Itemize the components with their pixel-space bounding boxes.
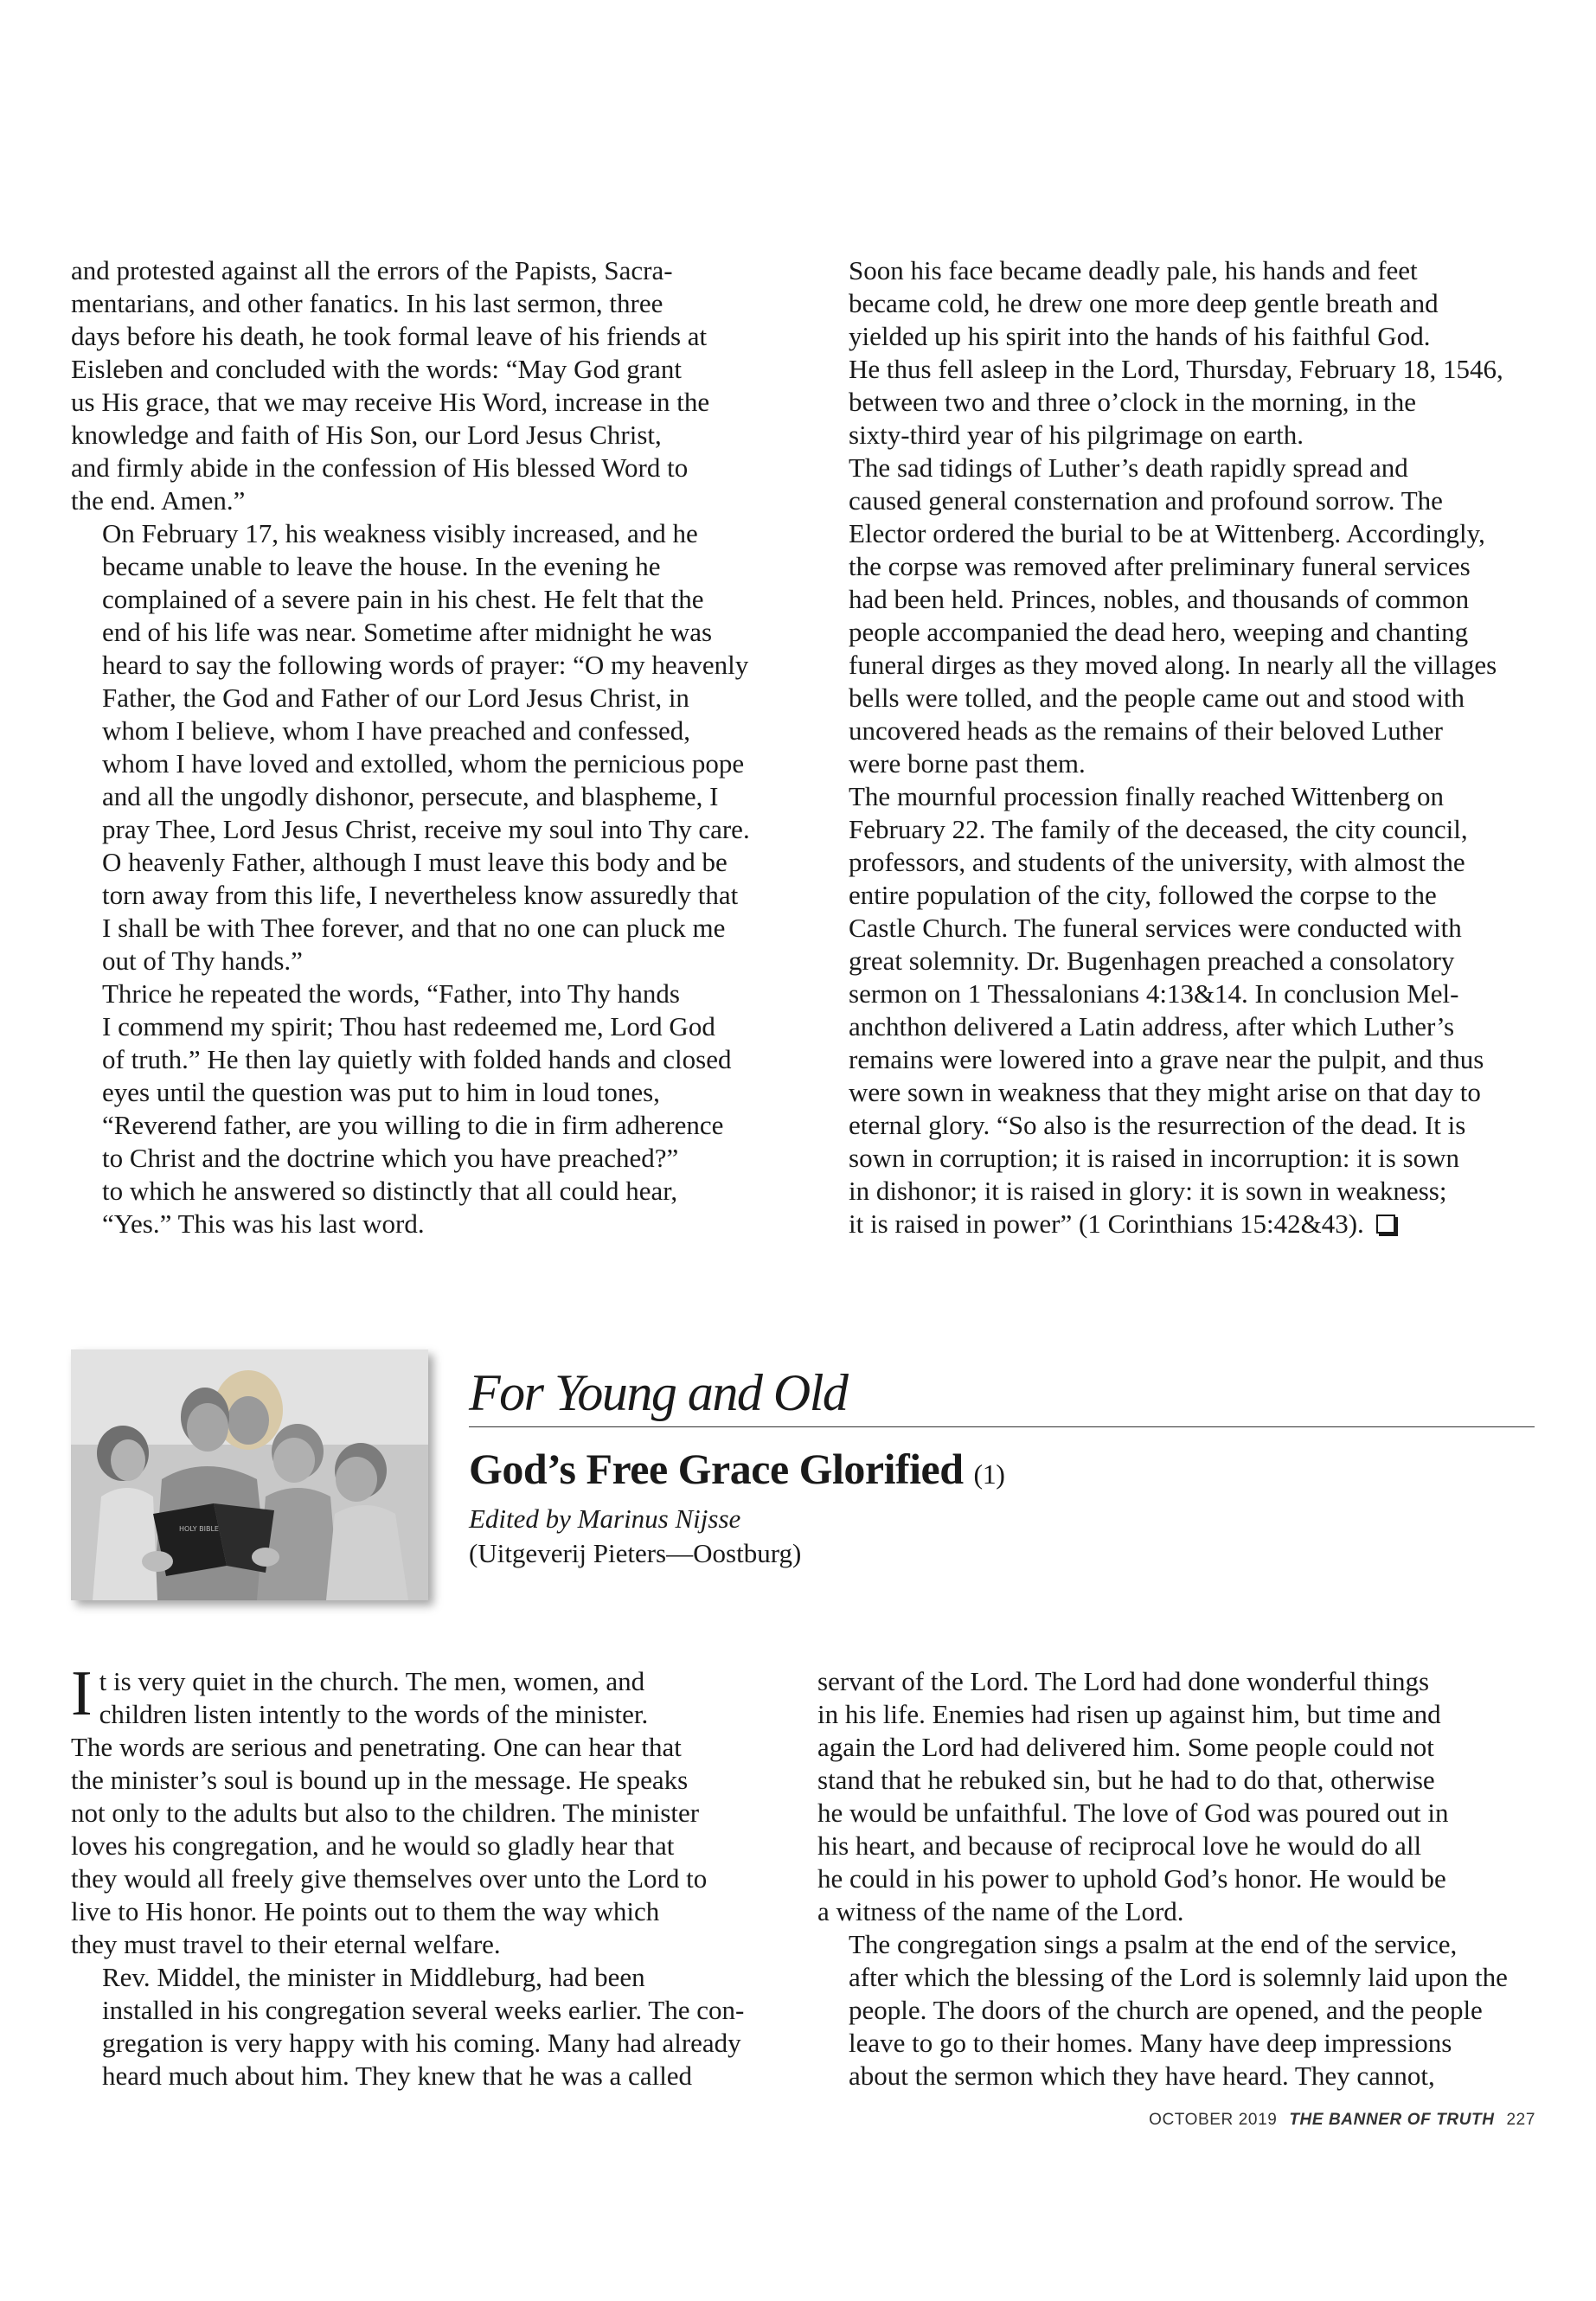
text-line: again the Lord had delivered him. Some people could not [817,1732,1434,1762]
text-line: people accompanied the dead hero, weeping and chanting [849,617,1469,647]
text-line: professors, and students of the university, with almost the [849,847,1465,877]
text-line: Elector ordered the burial to be at Wittenberg. Accordingly, [849,518,1485,548]
text-line: his heart, and because of reciprocal love he would do all [817,1830,1422,1861]
text-line: uncovered heads as the remains of their beloved Luther [849,715,1443,746]
text-line: children listen intently to the words of the minister. [99,1699,649,1729]
text-line: he could in his power to uphold God’s honor. He would be [817,1863,1446,1894]
article-left-body [71,1731,779,2093]
article-right-column [817,1665,1525,2093]
text-line: complained of a severe pain in his chest. He felt that the [102,584,704,614]
text-line: loves his congregation, and he would so gladly hear that [71,1830,675,1861]
text-line: The words are serious and penetrating. One can hear that [71,1732,682,1762]
text-line: about the sermon which they have heard. They cannot, [849,2061,1435,2091]
article-title-text: God’s Free Grace Glorified [469,1445,964,1493]
text-line: out of Thy hands.” [102,945,303,976]
text-line: The sad tidings of Luther’s death rapidly spread and [849,452,1408,483]
text-line: “Reverend father, are you willing to die in firm adherence [102,1110,724,1140]
text-line: people. The doors of the church are opened, and the people [849,1995,1483,2025]
text-line: February 22. The family of the deceased, the city council, [849,814,1468,844]
magazine-name: THE BANNER OF TRUTH [1289,2111,1495,2129]
paragraph [817,780,1525,1240]
article-left-column [71,1658,779,2093]
text-line: eternal glory. “So also is the resurrection of the dead. It is [849,1110,1466,1140]
text-line: mentarians, and other fanatics. In his last sermon, three [71,288,663,318]
text-line: On February 17, his weakness visibly increased, and he [102,518,698,548]
top-left-column [71,254,779,1240]
text-line: I commend my spirit; Thou hast redeemed me, Lord God [102,1011,715,1042]
text-line: O heavenly Father, although I must leave this body and be [102,847,727,877]
text-line: knowledge and faith of His Son, our Lord Jesus Christ, [71,420,662,450]
paragraph [817,1665,1525,1928]
family-bible-photo [71,1349,428,1600]
text-line: the end. Amen.” [71,485,246,516]
paragraph [71,977,779,1240]
text-line: end of his life was near. Sometime after midnight he was [102,617,713,647]
text-line: the minister’s soul is bound up in the message. He speaks [71,1765,689,1795]
paragraph [817,452,1525,780]
text-line: it is raised in power” (1 Corinthians 15:42&43). [817,1208,1525,1240]
paragraph [71,1961,779,2093]
text-line: to Christ and the doctrine which you have preached?” [102,1143,679,1173]
text-line: days before his death, he took formal leave of his friends at [71,321,708,351]
article-editor: Edited by Marinus Nijsse [469,1503,741,1534]
text-line: in dishonor; it is raised in glory: it is sown in weakness; [849,1176,1447,1206]
section-title: For Young and Old [469,1362,1535,1427]
text-line: became cold, he drew one more deep gentle breath and [849,288,1439,318]
text-line: I shall be with Thee forever, and that no one can pluck me [102,913,726,943]
text-line: leave to go to their homes. Many have deep impressions [849,2028,1452,2058]
text-line: funeral dirges as they moved along. In nearly all the villages [849,650,1497,680]
bible-cover-text: HOLY BIBLE [179,1525,219,1533]
text-line: great solemnity. Dr. Bugenhagen preached a consolatory [849,945,1455,976]
text-line: were sown in weakness that they might arise on that day to [849,1077,1481,1107]
top-right-column [817,254,1525,1240]
text-line: stand that he rebuked sin, but he had to do that, otherwise [817,1765,1435,1795]
text-line: were borne past them. [849,748,1086,779]
text-line: of truth.” He then lay quietly with folded hands and closed [102,1044,732,1074]
paragraph [71,254,779,517]
text-line: yielded up his spirit into the hands of his faithful God. [849,321,1431,351]
text-line: in his life. Enemies had risen up against him, but time and [817,1699,1441,1729]
text-line: gregation is very happy with his coming. Many had already [102,2028,741,2058]
text-line: entire population of the city, followed the corpse to the [849,880,1437,910]
text-line: to which he answered so distinctly that all could hear, [102,1176,678,1206]
text-line: bells were tolled, and the people came out and stood with [849,683,1465,713]
text-line: He thus fell asleep in the Lord, Thursday, February 18, 1546, [849,354,1503,384]
text-line: Castle Church. The funeral services were conducted with [849,913,1462,943]
text-line: t is very quiet in the church. The men, women, and [99,1666,645,1696]
text-line: “Yes.” This was his last word. [102,1208,425,1239]
section-header [469,1362,1535,1571]
text-line: after which the blessing of the Lord is solemnly laid upon the [849,1962,1508,1992]
text-line: had been held. Princes, nobles, and thousands of common [849,584,1470,614]
text-line: sermon on 1 Thessalonians 4:13&14. In conclusion Mel- [849,978,1459,1009]
text-line: The congregation sings a psalm at the end of the service, [849,1929,1458,1959]
text-line: Eisleben and concluded with the words: “May God grant [71,354,682,384]
text-line: Thrice he repeated the words, “Father, into Thy hands [102,978,680,1009]
article-opening [71,1658,779,1731]
text-line: anchthon delivered a Latin address, after which Luther’s [849,1011,1455,1042]
page-footer [1149,2111,1535,2130]
end-of-article-mark [1376,1215,1395,1234]
drop-cap: I [71,1658,93,1729]
text-line: Soon his face became deadly pale, his hands and feet [849,255,1418,285]
text-line: torn away from this life, I nevertheless know assuredly that [102,880,739,910]
issue-date: OCTOBER 2019 [1149,2111,1278,2129]
text-line: not only to the adults but also to the children. The minister [71,1798,700,1828]
article-title [469,1443,1535,1500]
article-part: (1) [973,1458,1005,1490]
text-line: a witness of the name of the Lord. [817,1896,1184,1926]
text-line: they would all freely give themselves over unto the Lord to [71,1863,708,1894]
paragraph [817,254,1525,452]
text-line: the corpse was removed after preliminary funeral services [849,551,1471,581]
paragraph [71,517,779,977]
text-line: servant of the Lord. The Lord had done wonderful things [817,1666,1430,1696]
page-number: 227 [1506,2111,1535,2129]
paragraph [71,1731,779,1961]
text-line: live to His honor. He points out to them the way which [71,1896,660,1926]
text-line: they must travel to their eternal welfare. [71,1929,501,1959]
text-line: heard much about him. They knew that he was a called [102,2061,693,2091]
text-line: eyes until the question was put to him in loud tones, [102,1077,660,1107]
text-line: The mournful procession finally reached Wittenberg on [849,781,1445,811]
text-line: and firmly abide in the confession of His blessed Word to [71,452,689,483]
paragraph [817,1928,1525,2093]
text-line: us His grace, that we may receive His Word, increase in the [71,387,710,417]
text-line: caused general consternation and profound sorrow. The [849,485,1443,516]
text-line: and protested against all the errors of the Papists, Sacra- [71,255,673,285]
text-line: remains were lowered into a grave near the pulpit, and thus [849,1044,1484,1074]
text-line: Father, the God and Father of our Lord Jesus Christ, in [102,683,689,713]
text-line: whom I have loved and extolled, whom the pernicious pope [102,748,745,779]
text-line: between two and three o’clock in the morning, in the [849,387,1416,417]
text-line: sown in corruption; it is raised in incorruption: it is sown [849,1143,1460,1173]
family-reading-illustration [71,1349,428,1600]
text-line: sixty-third year of his pilgrimage on earth. [849,420,1304,450]
text-line: heard to say the following words of prayer: “O my heavenly [102,650,749,680]
text-line: he would be unfaithful. The love of God was poured out in [817,1798,1449,1828]
text-line: installed in his congregation several weeks earlier. The con- [102,1995,745,2025]
text-line: pray Thee, Lord Jesus Christ, receive my soul into Thy care. [102,814,750,844]
text-line: became unable to leave the house. In the evening he [102,551,661,581]
article-publisher: (Uitgeverij Pieters—Oostburg) [469,1538,802,1568]
text-line: Rev. Middel, the minister in Middleburg, had been [102,1962,645,1992]
text-line: and all the ungodly dishonor, persecute, and blaspheme, I [102,781,719,811]
text-line: whom I believe, whom I have preached and confessed, [102,715,691,746]
